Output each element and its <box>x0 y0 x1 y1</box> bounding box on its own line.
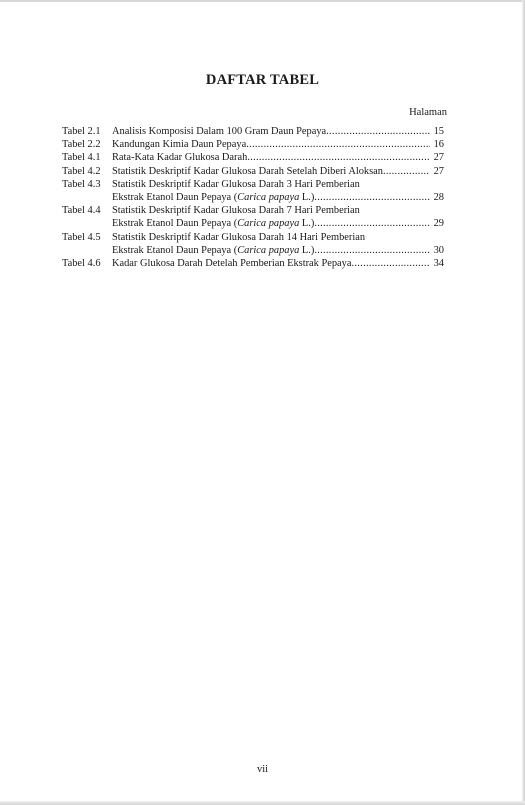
toc-entry-tabel-4-5[interactable] <box>62 231 444 257</box>
page-title: DAFTAR TABEL <box>205 72 320 88</box>
entry-page: 15 <box>433 126 444 137</box>
entry-number: Tabel 4.3 <box>62 178 101 190</box>
entry-page: 29 <box>433 218 444 230</box>
entry-page: 16 <box>433 139 444 151</box>
toc-entry-tabel-4-4[interactable] <box>62 204 444 230</box>
toc-entry-tabel-4-1[interactable] <box>62 151 444 164</box>
dot-leader <box>314 191 430 204</box>
dot-leader <box>326 125 430 138</box>
toc-entry-tabel-4-2[interactable] <box>62 165 444 178</box>
dot-leader <box>314 244 430 257</box>
dot-leader <box>383 165 430 178</box>
table-list <box>62 125 444 270</box>
entry-number: Tabel 4.2 <box>62 165 101 177</box>
entry-title: Kandungan Kimia Daun Pepaya <box>112 139 247 151</box>
entry-number: Tabel 4.4 <box>62 205 101 217</box>
entry-number: Tabel 2.2 <box>62 139 101 151</box>
page-edge-bottom <box>0 801 525 805</box>
dot-leader <box>351 257 430 270</box>
toc-entry-tabel-4-6[interactable] <box>62 257 444 270</box>
toc-entry-tabel-2-1[interactable] <box>62 125 444 138</box>
entry-title-continued: Ekstrak Etanol Daun Pepaya (Carica papaya L.) <box>112 218 315 230</box>
entry-page: 34 <box>433 258 444 270</box>
dot-leader <box>314 217 430 230</box>
page-column-header: Halaman <box>409 107 447 118</box>
entry-title: Statistik Deskriptif Kadar Glukosa Darah 14 Hari Pemberian <box>112 231 366 243</box>
entry-page: 28 <box>433 192 444 204</box>
entry-number: Tabel 4.5 <box>62 231 101 243</box>
entry-title: Statistik Deskriptif Kadar Glukosa Darah Setelah Diberi Aloksan <box>112 165 383 177</box>
entry-title-continued: Ekstrak Etanol Daun Pepaya (Carica papaya L.) <box>112 192 315 204</box>
toc-entry-tabel-4-3[interactable] <box>62 178 444 204</box>
entry-page: 30 <box>433 244 444 256</box>
page-number: vii <box>256 764 269 775</box>
entry-page: 27 <box>433 165 444 177</box>
toc-entry-tabel-2-2[interactable] <box>62 138 444 151</box>
entry-number: Tabel 4.1 <box>62 152 101 164</box>
entry-page: 27 <box>433 152 444 164</box>
entry-title: Statistik Deskriptif Kadar Glukosa Darah 7 Hari Pemberian <box>112 205 360 217</box>
entry-title: Kadar Glukosa Darah Detelah Pemberian Ekstrak Pepaya <box>112 258 352 270</box>
page-edge-top <box>0 0 525 2</box>
dot-leader <box>246 138 430 151</box>
entry-title-continued: Ekstrak Etanol Daun Pepaya (Carica papaya L.) <box>112 244 315 256</box>
entry-title: Statistik Deskriptif Kadar Glukosa Darah 3 Hari Pemberian <box>112 178 360 190</box>
entry-number: Tabel 4.6 <box>62 258 101 270</box>
entry-title: Rata-Kata Kadar Glukosa Darah <box>112 152 248 164</box>
entry-number: Tabel 2.1 <box>62 126 101 137</box>
entry-title: Analisis Komposisi Dalam 100 Gram Daun Pepaya <box>112 126 327 137</box>
dot-leader <box>247 151 430 164</box>
